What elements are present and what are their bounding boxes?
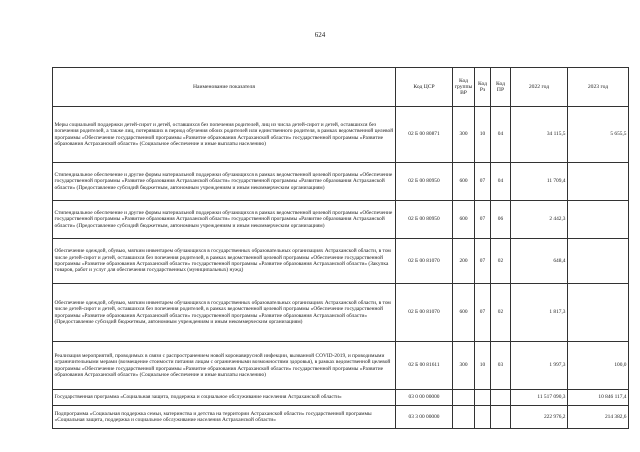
- row-amount-2022: 34 115,5: [511, 107, 568, 163]
- row-pr: 04: [491, 107, 511, 163]
- table-row: [53, 284, 629, 342]
- row-name: Государственная программа «Социальная защита, поддержка и социальное обслуживание населения Астраханской области»: [53, 390, 396, 406]
- header-csr: Код ЦСР: [396, 68, 453, 107]
- row-name: Стипендиальное обеспечение и другие формы материальной поддержки обучающихся в рамках ведомственной целевой программы «Обеспечение государственной программы «Развитие образования Астраханской области» государственной программы «Развитие образования Астраханской области» (Предоставление субсидий бюджетным, автономным учреждениям и иным некоммерческим организациям): [53, 201, 396, 239]
- row-pr: 04: [491, 163, 511, 201]
- row-rz: 10: [475, 342, 491, 390]
- row-amount-2022: 11 517 090,3: [511, 390, 568, 406]
- table-row: [53, 163, 629, 201]
- row-rz: 07: [475, 201, 491, 239]
- header-2022: 2022 год: [511, 68, 568, 107]
- row-vr: 600: [453, 201, 475, 239]
- table-row: [53, 342, 629, 390]
- table-row: [53, 239, 629, 284]
- table-row: [53, 107, 629, 163]
- row-amount-2023: [568, 201, 629, 239]
- table-header-row: [53, 68, 629, 107]
- row-pr: 03: [491, 342, 511, 390]
- header-vr: Код группы ВР: [453, 68, 475, 107]
- row-vr: 300: [453, 342, 475, 390]
- row-amount-2023: 214 382,6: [568, 406, 629, 429]
- row-rz: 07: [475, 239, 491, 284]
- row-csr: 03 0 00 00000: [396, 390, 453, 406]
- row-csr: 02 Б 00 81611: [396, 342, 453, 390]
- row-csr: 02 Б 00 80950: [396, 201, 453, 239]
- row-amount-2022: 222 976,2: [511, 406, 568, 429]
- row-amount-2023: 100,0: [568, 342, 629, 390]
- page-number: 624: [314, 31, 326, 39]
- header-name: Наименование показателя: [53, 68, 396, 107]
- row-amount-2023: [568, 284, 629, 342]
- row-vr: [453, 390, 475, 406]
- row-vr: 600: [453, 284, 475, 342]
- table-row: [53, 201, 629, 239]
- row-amount-2022: 2 442,3: [511, 201, 568, 239]
- row-name: Меры социальной поддержки детей-сирот и детей, оставшихся без попечения родителей, лиц из числа детей-сирот и детей, оставшихся без попечения родителей, а также лиц, потерявших в период обучения обоих родителей или единственного родителя, в рамках ведомственной целевой программы «Обеспечение государственной программы «Развитие образования Астраханской области» государственной программы «Развитие образования Астраханской области» (Социальное обеспечение и иные выплаты населению): [53, 107, 396, 163]
- row-name: Реализация мероприятий, проводимых в связи с распространением новой коронавирусной инфекции, вызванной COVID-2019, и проводимыми ограничительными мерами (возмещение стоимости питания лицам с ограниченными возможностями здоровья), в рамках ведомственной целевой программы «Обеспечение государственной программы «Развитие образования Астраханской области» государственной программы «Развитие образования Астраханской области» (Социальное обеспечение и иные выплаты населению): [53, 342, 396, 390]
- row-pr: [491, 390, 511, 406]
- row-rz: 07: [475, 284, 491, 342]
- row-vr: 300: [453, 107, 475, 163]
- row-csr: 02 Б 00 80871: [396, 107, 453, 163]
- row-csr: 02 Б 00 80950: [396, 163, 453, 201]
- header-2023: 2023 год: [568, 68, 629, 107]
- row-rz: [475, 406, 491, 429]
- row-csr: 02 Б 00 81070: [396, 239, 453, 284]
- header-pr: Код ПР: [491, 68, 511, 107]
- row-csr: 02 Б 00 81070: [396, 284, 453, 342]
- table-row: [53, 390, 629, 406]
- row-pr: 06: [491, 201, 511, 239]
- row-name: Подпрограмма «Социальная поддержка семьи, материнства и детства на территории Астраханской области» государственной программы «Социальная защита, поддержка и социальное обслуживание населения Астраханской области»: [53, 406, 396, 429]
- row-amount-2023: [568, 239, 629, 284]
- row-amount-2023: [568, 163, 629, 201]
- row-amount-2022: 1 817,3: [511, 284, 568, 342]
- table-row: [53, 406, 629, 429]
- row-rz: 07: [475, 163, 491, 201]
- row-rz: [475, 390, 491, 406]
- row-vr: [453, 406, 475, 429]
- row-csr: 03 3 00 00000: [396, 406, 453, 429]
- row-amount-2023: 10 846 117,4: [568, 390, 629, 406]
- row-pr: [491, 406, 511, 429]
- row-vr: 600: [453, 163, 475, 201]
- row-amount-2022: 1 997,3: [511, 342, 568, 390]
- row-name: Обеспечение одеждой, обувью, мягким инвентарем обучающихся в государственных образовательных организациях Астраханской области, в том числе детей-сирот и детей, оставшихся без попечения родителей, в рамках ведомственной целевой программы «Обеспечение государственной программы «Развитие образования Астраханской области» государственной программы «Развитие образования Астраханской области» (Предоставление субсидий бюджетным, автономным учреждениям и иным некоммерческим организациям): [53, 284, 396, 342]
- row-pr: 02: [491, 284, 511, 342]
- row-name: Стипендиальное обеспечение и другие формы материальной поддержки обучающихся в рамках ведомственной целевой программы «Обеспечение государственной программы «Развитие образования Астраханской области» государственной программы «Развитие образования Астраханской области» (Предоставление субсидий бюджетным, автономным учреждениям и иным некоммерческим организациям): [53, 163, 396, 201]
- header-rz: Код Рз: [475, 68, 491, 107]
- row-name: Обеспечение одеждой, обувью, мягким инвентарем обучающихся в государственных образовательных организациях Астраханской области, в том числе детей-сирот и детей, оставшихся без попечения родителей, в рамках ведомственной целевой программы «Обеспечение государственной программы «Развитие образования Астраханской области» государственной программы «Развитие образования Астраханской области» (Закупка товаров, работ и услуг для обеспечения государственных (муниципальных) нужд): [53, 239, 396, 284]
- row-rz: 10: [475, 107, 491, 163]
- row-amount-2022: 648,4: [511, 239, 568, 284]
- budget-table: [52, 67, 629, 429]
- row-amount-2022: 11 709,4: [511, 163, 568, 201]
- row-vr: 200: [453, 239, 475, 284]
- row-amount-2023: 5 655,5: [568, 107, 629, 163]
- row-pr: 02: [491, 239, 511, 284]
